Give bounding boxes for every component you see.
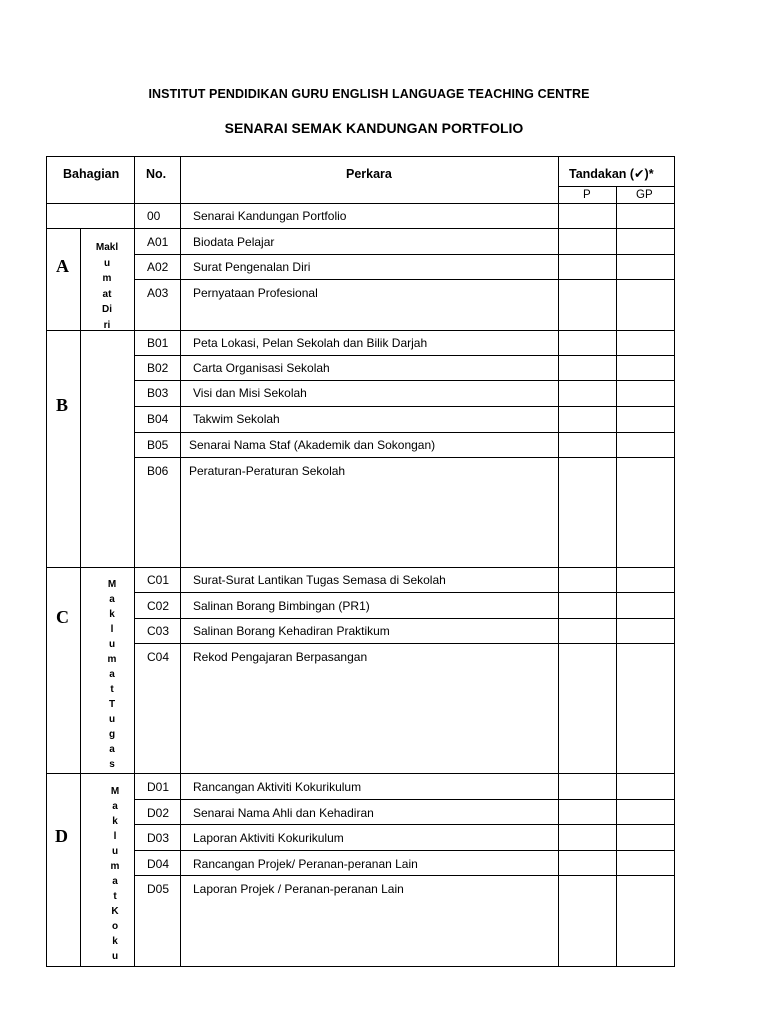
row-number: B03 bbox=[147, 386, 169, 400]
row-item: Senarai Nama Staf (Akademik dan Sokongan) bbox=[189, 438, 436, 452]
row-number: D01 bbox=[147, 780, 170, 794]
row-item: Takwim Sekolah bbox=[193, 412, 280, 426]
section-c-vertical-label: M a k l u m a t T u g a s bbox=[107, 579, 117, 770]
section-letter-d: D bbox=[55, 826, 68, 846]
row-number: D05 bbox=[147, 882, 170, 896]
row-item: Rancangan Aktiviti Kokurikulum bbox=[193, 780, 362, 794]
section-letter-b: B bbox=[56, 395, 69, 415]
row-number: B02 bbox=[147, 361, 169, 375]
row-number: D03 bbox=[147, 831, 170, 845]
row-number: C02 bbox=[147, 599, 170, 613]
row-item: Pernyataan Profesional bbox=[193, 286, 318, 300]
column-header-bahagian: Bahagian bbox=[63, 167, 120, 181]
section-d-vertical-label: M a k l u m a t K o k u bbox=[110, 786, 120, 962]
row-number: B05 bbox=[147, 438, 169, 452]
column-header-gp: GP bbox=[636, 189, 653, 201]
row-item: Laporan Projek / Peranan-peranan Lain bbox=[193, 882, 404, 896]
row-item: Rancangan Projek/ Peranan-peranan Lain bbox=[193, 857, 418, 871]
row-number: A02 bbox=[147, 260, 169, 274]
row-number: B01 bbox=[147, 336, 169, 350]
section-letter-c: C bbox=[56, 607, 69, 627]
row-item: Biodata Pelajar bbox=[193, 235, 275, 249]
column-header-p: P bbox=[583, 189, 591, 201]
section-letter-a: A bbox=[56, 256, 69, 276]
institute-heading: INSTITUT PENDIDIKAN GURU ENGLISH LANGUAGE TEACHING CENTRE bbox=[148, 87, 590, 101]
column-header-perkara: Perkara bbox=[346, 167, 392, 181]
row-item: Senarai Nama Ahli dan Kehadiran bbox=[193, 806, 374, 820]
row-item: Peta Lokasi, Pelan Sekolah dan Bilik Darjah bbox=[193, 336, 428, 350]
row-number: B06 bbox=[147, 464, 169, 478]
row-item: Salinan Borang Bimbingan (PR1) bbox=[193, 599, 370, 613]
row-number: D02 bbox=[147, 806, 170, 820]
page-title: SENARAI SEMAK KANDUNGAN PORTFOLIO bbox=[224, 120, 524, 136]
row-number: C03 bbox=[147, 624, 170, 638]
row-number: C01 bbox=[147, 573, 170, 587]
row-number: A01 bbox=[147, 235, 169, 249]
row-number: D04 bbox=[147, 857, 170, 871]
row-item: Salinan Borang Kehadiran Praktikum bbox=[193, 624, 390, 638]
column-header-tandakan: Tandakan (✔)* bbox=[569, 167, 654, 181]
row-number: 00 bbox=[147, 209, 161, 223]
row-item: Visi dan Misi Sekolah bbox=[193, 386, 307, 400]
row-item: Rekod Pengajaran Berpasangan bbox=[193, 650, 368, 664]
row-item: Peraturan-Peraturan Sekolah bbox=[189, 464, 346, 478]
row-number: A03 bbox=[147, 286, 169, 300]
row-item: Surat-Surat Lantikan Tugas Semasa di Sekolah bbox=[193, 573, 446, 587]
column-header-no: No. bbox=[146, 167, 167, 181]
row-item: Surat Pengenalan Diri bbox=[193, 260, 311, 274]
section-a-vertical-label: Makl u m at Di ri bbox=[95, 242, 119, 331]
row-item: Laporan Aktiviti Kokurikulum bbox=[193, 831, 344, 845]
row-number: B04 bbox=[147, 412, 169, 426]
row-item: Carta Organisasi Sekolah bbox=[193, 361, 330, 375]
row-item: Senarai Kandungan Portfolio bbox=[193, 209, 347, 223]
row-number: C04 bbox=[147, 650, 170, 664]
